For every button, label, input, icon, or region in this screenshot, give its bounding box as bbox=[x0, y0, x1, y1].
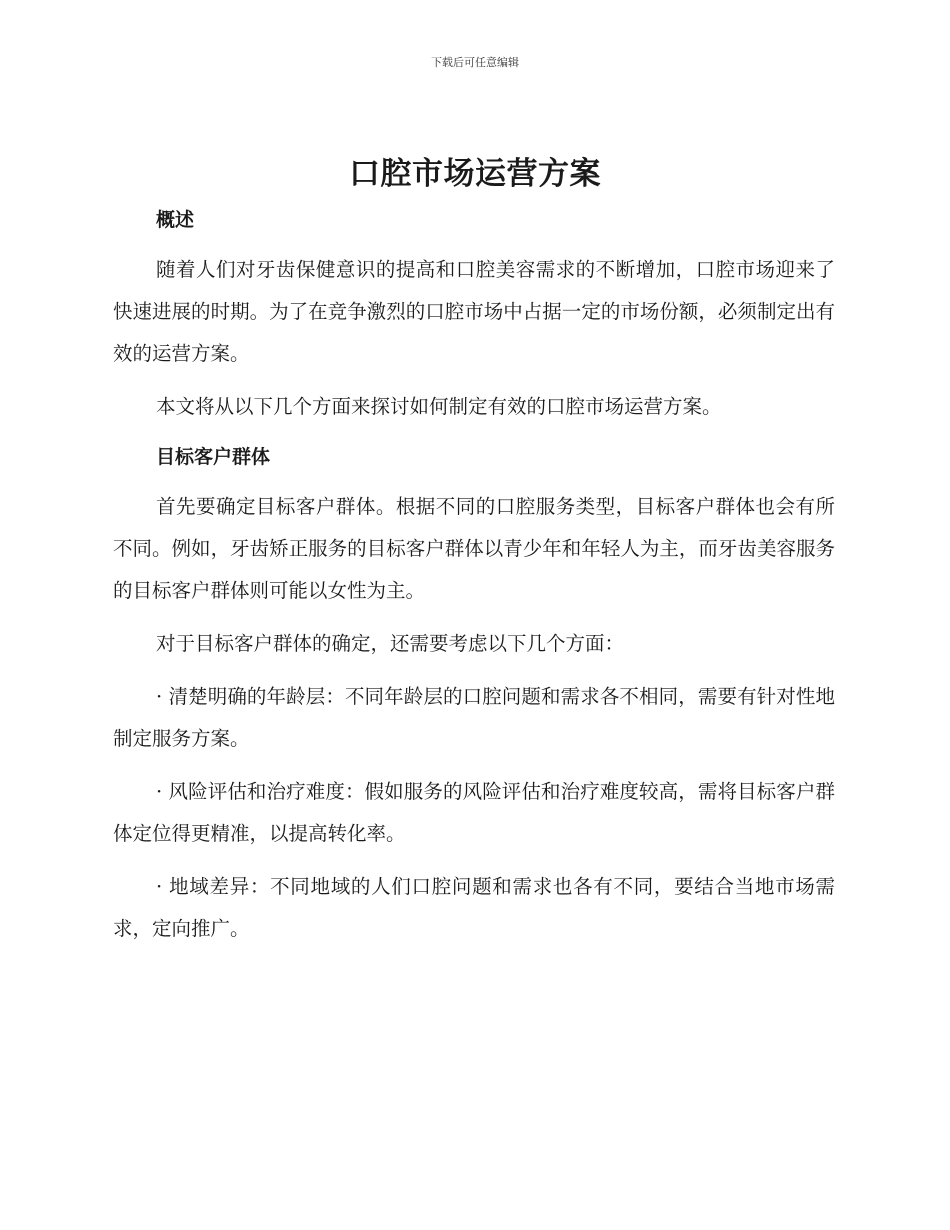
bullet-item-risk-assessment: · 风险评估和治疗难度：假如服务的风险评估和治疗难度较高，需将目标客户群体定位得更精准，以提高转化率。 bbox=[113, 780, 835, 845]
paragraph: 对于目标客户群体的确定，还需要考虑以下几个方面： bbox=[156, 632, 625, 655]
section-heading-target-customers: 目标客户群体 bbox=[156, 446, 271, 468]
section-heading-overview: 概述 bbox=[156, 209, 195, 231]
paragraph: 本文将从以下几个方面来探讨如何制定有效的口腔市场运营方案。 bbox=[156, 395, 722, 418]
paragraph: 首先要确定目标客户群体。根据不同的口腔服务类型，目标客户群体也会有所不同。例如，牙齿矫正服务的目标客户群体以青少年和年轻人为主，而牙齿美容服务的目标客户群体则可能以女性为主。 bbox=[113, 495, 835, 602]
bullet-item-regional-difference: · 地域差异：不同地域的人们口腔问题和需求也各有不同，要结合当地市场需求，定向推广。 bbox=[113, 875, 835, 940]
bullet-item-age-group: · 清楚明确的年龄层：不同年龄层的口腔问题和需求各不相同，需要有针对性地制定服务方案。 bbox=[113, 685, 835, 750]
paragraph: 随着人们对牙齿保健意识的提高和口腔美容需求的不断增加，口腔市场迎来了快速进展的时期。为了在竞争激烈的口腔市场中占据一定的市场份额，必须制定出有效的运营方案。 bbox=[113, 258, 835, 365]
document-body bbox=[113, 202, 835, 950]
page-header-note: 下载后可任意编辑 bbox=[431, 56, 519, 69]
document-title: 口腔市场运营方案 bbox=[349, 156, 601, 192]
